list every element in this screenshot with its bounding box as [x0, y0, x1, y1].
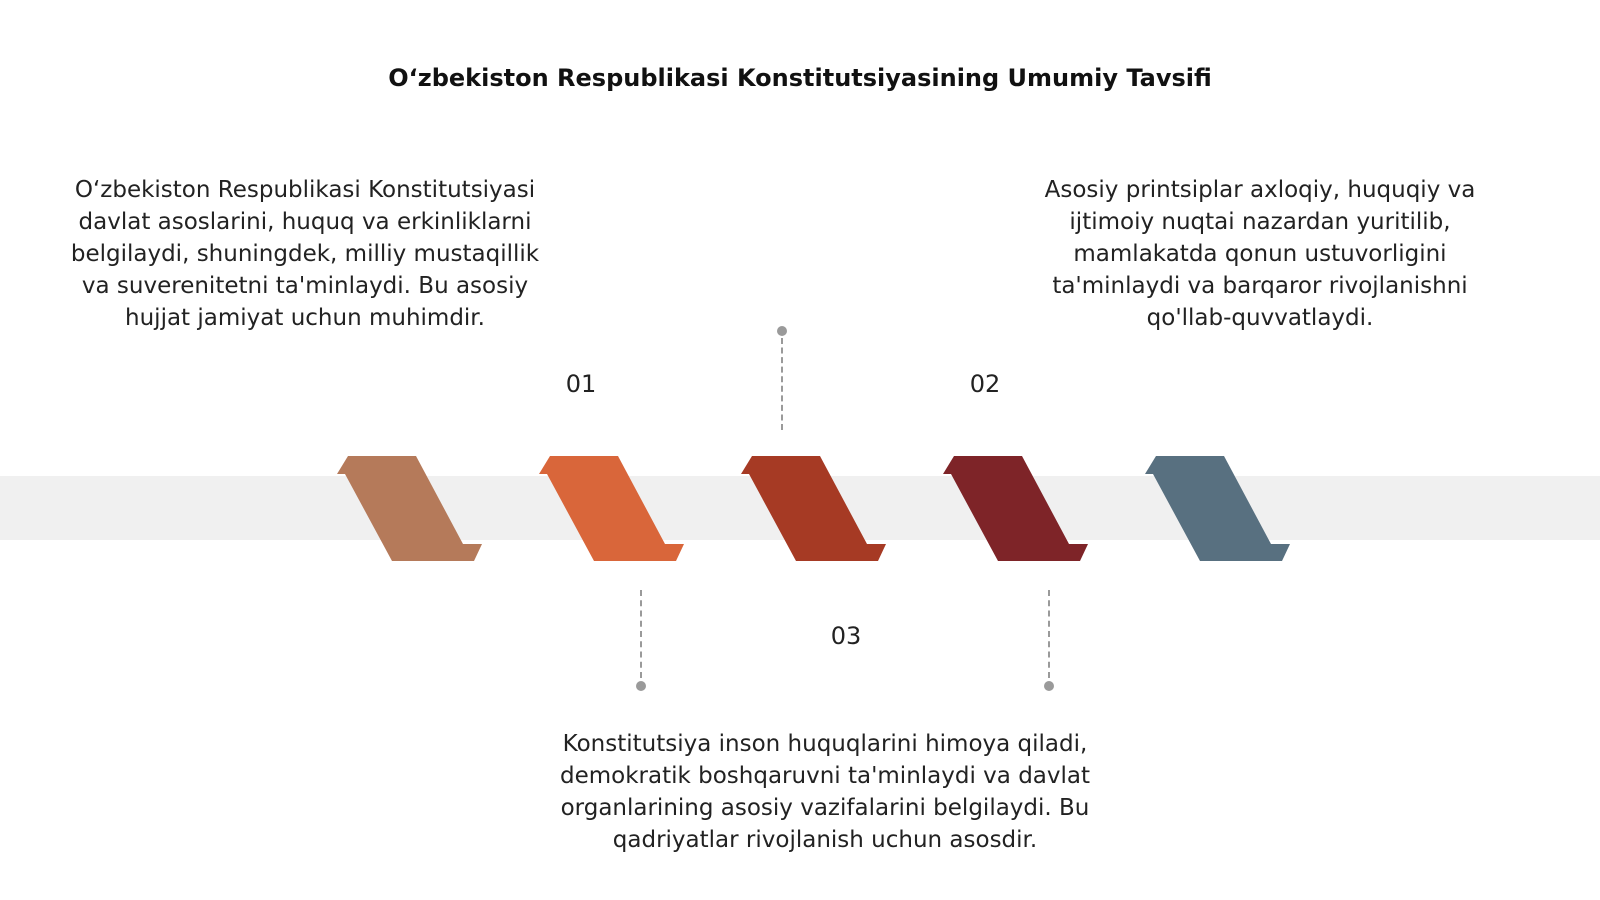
item-01-number: 01 [565, 370, 597, 398]
shape-5 [1145, 456, 1290, 561]
item-01-text: O‘zbekiston Respublikasi Konstitutsiyasi davlat asoslarini, huquq va erkinliklarni belgilaydi, shuningdek, milliy mustaqillik va suverenitetni ta'minlaydi. Bu asosiy hujjat jamiyat uchun muhimdir. [70, 177, 540, 331]
item-03-text: Konstitutsiya inson huquqlarini himoya qiladi, demokratik boshqaruvni ta'minlaydi va davlat organlarining asosiy vazifalarini belgilaydi. Bu qadriyatlar rivojlanish uchun asosdir. [559, 731, 1090, 853]
item-03-number: 03 [830, 622, 862, 650]
shape-1 [337, 456, 482, 561]
shape-4 [943, 456, 1088, 561]
diagram-title: O‘zbekiston Respublikasi Konstitutsiyasining Umumiy Tavsifi [388, 64, 1212, 92]
item-02-text: Asosiy printsiplar axloqiy, huquqiy va ijtimoiy nuqtai nazardan yuritilib, mamlakatda qonun ustuvorligini ta'minlaydi va barqaror rivojlanishni qo'llab-quvvatlaydi. [1044, 177, 1476, 331]
item-02-number: 02 [969, 370, 1001, 398]
shape-3 [741, 456, 886, 561]
shape-2 [539, 456, 684, 561]
